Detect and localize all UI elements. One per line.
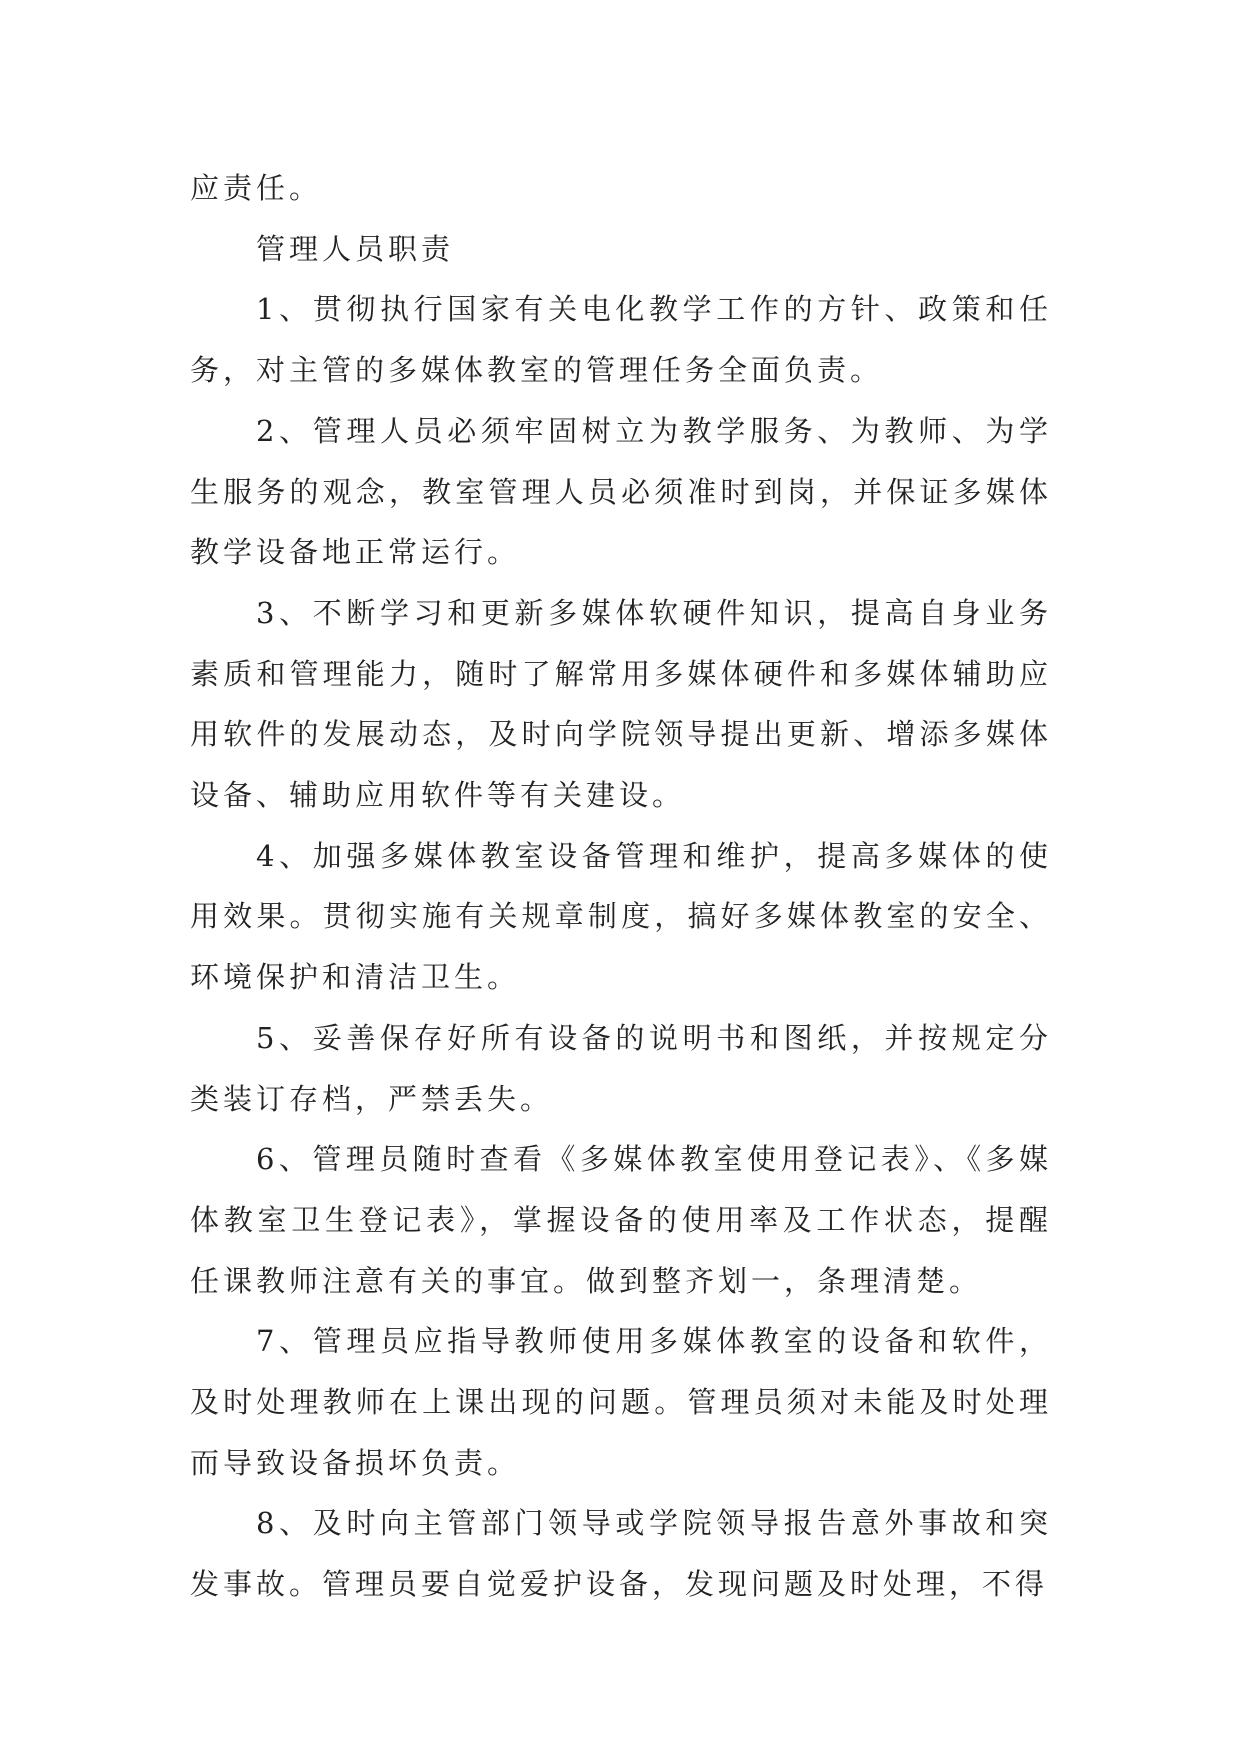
section-heading: 管理人员职责 — [256, 231, 455, 266]
paragraph-item-4: 4、加强多媒体教室设备管理和维护，提高多媒体的使用效果。贯彻实施有关规章制度，搞好多媒体教室的安全、环境保护和清洁卫生。 — [190, 838, 1052, 995]
paragraph-item-5: 5、妥善保存好所有设备的说明书和图纸，并按规定分类装订存档，严禁丢失。 — [190, 1020, 1052, 1116]
document-body — [190, 158, 1052, 1615]
paragraph-continuation: 应责任。 — [190, 171, 323, 205]
paragraph-item-1: 1、贯彻执行国家有关电化教学工作的方针、政策和任务，对主管的多媒体教室的管理任务全面负责。 — [190, 292, 1052, 388]
paragraph-item-6: 6、管理员随时查看《多媒体教室使用登记表》、《多媒体教室卫生登记表》，掌握设备的使用率及工作状态，提醒任课教师注意有关的事宜。做到整齐划一，条理清楚。 — [190, 1142, 1052, 1298]
paragraph-item-8: 8、及时向主管部门领导或学院领导报告意外事故和突发事故。管理员要自觉爱护设备，发现问题及时处理，不得 — [190, 1506, 1052, 1602]
paragraph-item-7: 7、管理员应指导教师使用多媒体教室的设备和软件，及时处理教师在上课出现的问题。管理员须对未能及时处理而导致设备损坏负责。 — [190, 1324, 1052, 1480]
paragraph-item-2: 2、管理人员必须牢固树立为教学服务、为教师、为学生服务的观念，教室管理人员必须准时到岗，并保证多媒体教学设备地正常运行。 — [190, 413, 1052, 570]
paragraph-item-3: 3、不断学习和更新多媒体软硬件知识，提高自身业务素质和管理能力，随时了解常用多媒体硬件和多媒体辅助应用软件的发展动态，及时向学院领导提出更新、增添多媒体设备、辅助应用软件等有关建设。 — [190, 595, 1052, 813]
